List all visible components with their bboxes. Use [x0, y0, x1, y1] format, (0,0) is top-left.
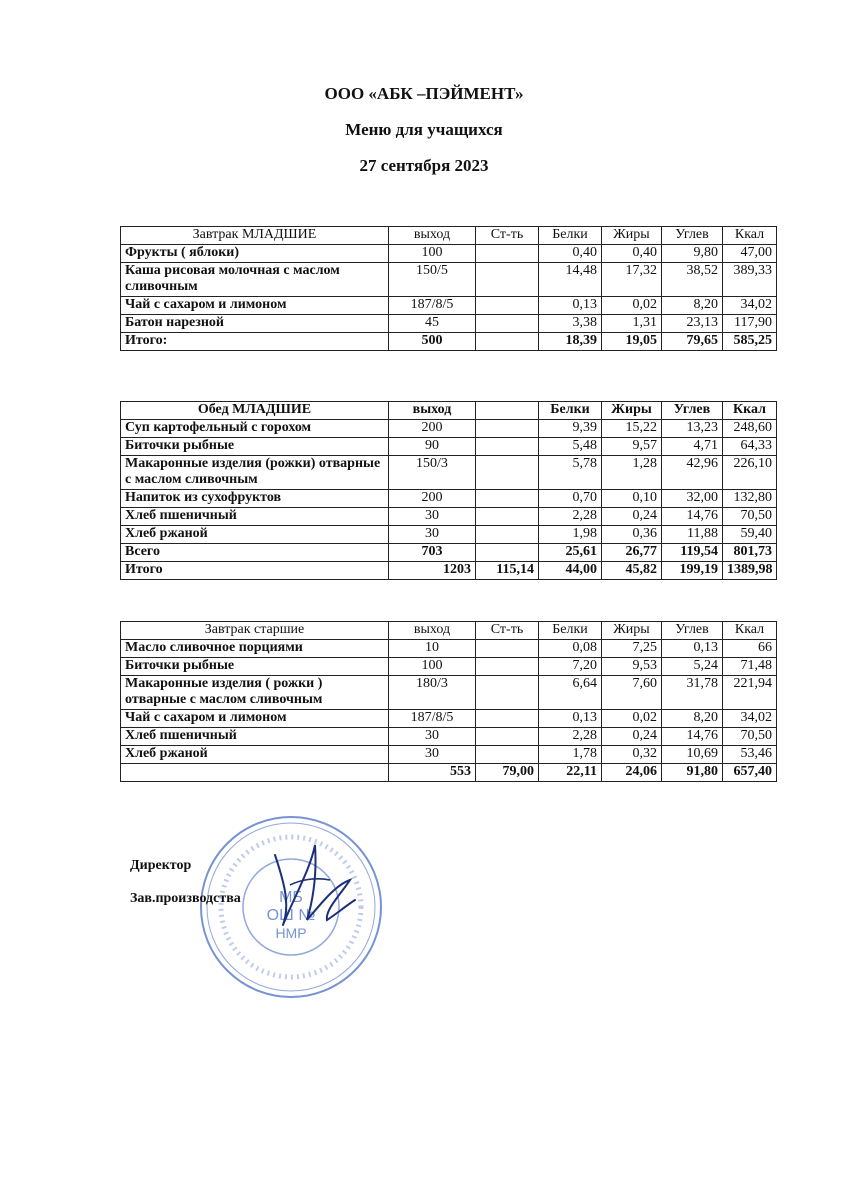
cell: 2,28 [539, 508, 602, 526]
cell: 0,24 [602, 728, 662, 746]
cell [476, 746, 539, 764]
dish-name: Фрукты ( яблоки) [121, 245, 389, 263]
cell: 0,02 [602, 710, 662, 728]
cell: 18,39 [539, 333, 602, 351]
table-row [121, 438, 777, 456]
column-header: Ккал [723, 227, 777, 245]
cell: 6,64 [539, 676, 602, 710]
total-row [121, 333, 777, 351]
cell: 187/8/5 [389, 710, 476, 728]
cell: 14,76 [662, 728, 723, 746]
table-row [121, 746, 777, 764]
table-row [121, 508, 777, 526]
dish-name: Батон нарезной [121, 315, 389, 333]
cell [476, 728, 539, 746]
cell: 8,20 [662, 297, 723, 315]
dish-name: Чай с сахаром и лимоном [121, 297, 389, 315]
breakfast-senior-table [120, 621, 777, 782]
cell: 0,13 [539, 710, 602, 728]
cell: 1,98 [539, 526, 602, 544]
cell: 26,77 [602, 544, 662, 562]
director-label: Директор [130, 858, 192, 873]
cell: 70,50 [723, 508, 777, 526]
cell: 5,78 [539, 456, 602, 490]
cell: 0,70 [539, 490, 602, 508]
cell: 47,00 [723, 245, 777, 263]
total-row [121, 764, 777, 782]
cell: 703 [389, 544, 476, 562]
table-row [121, 263, 777, 297]
cell: 10 [389, 640, 476, 658]
cell: 0,13 [662, 640, 723, 658]
cell: 44,00 [539, 562, 602, 580]
cell [476, 526, 539, 544]
column-header: Ст-ть [476, 227, 539, 245]
table-row [121, 658, 777, 676]
cell: 79,65 [662, 333, 723, 351]
cell [476, 297, 539, 315]
cell: 38,52 [662, 263, 723, 297]
cell [476, 710, 539, 728]
cell: 0,36 [602, 526, 662, 544]
cell: 7,20 [539, 658, 602, 676]
total-label: Итого: [121, 333, 389, 351]
cell: 248,60 [723, 420, 777, 438]
table-row [121, 640, 777, 658]
column-header: Углев [662, 622, 723, 640]
cell: 13,23 [662, 420, 723, 438]
cell: 4,71 [662, 438, 723, 456]
cell: 200 [389, 420, 476, 438]
cell: 0,24 [602, 508, 662, 526]
cell: 10,69 [662, 746, 723, 764]
cell: 42,96 [662, 456, 723, 490]
column-header: Обед МЛАДШИЕ [121, 402, 389, 420]
cell: 59,40 [723, 526, 777, 544]
svg-text:НМР: НМР [275, 925, 307, 941]
cell: 5,48 [539, 438, 602, 456]
column-header: Завтрак старшие [121, 622, 389, 640]
cell: 657,40 [723, 764, 777, 782]
cell: 9,39 [539, 420, 602, 438]
total-label: Итого [121, 562, 389, 580]
cell: 0,02 [602, 297, 662, 315]
lunch-junior-table [120, 401, 777, 580]
cell: 199,19 [662, 562, 723, 580]
column-header: выход [389, 227, 476, 245]
table-row [121, 490, 777, 508]
cell: 30 [389, 508, 476, 526]
cell: 70,50 [723, 728, 777, 746]
column-header: Ккал [723, 402, 777, 420]
cell: 3,38 [539, 315, 602, 333]
cell [476, 640, 539, 658]
table-row [121, 728, 777, 746]
dish-name: Напиток из сухофруктов [121, 490, 389, 508]
cell [476, 420, 539, 438]
column-header: Жиры [602, 227, 662, 245]
svg-text:ОШ №: ОШ № [266, 907, 316, 924]
cell: 15,22 [602, 420, 662, 438]
column-header: Ст-ть [476, 622, 539, 640]
cell: 117,90 [723, 315, 777, 333]
cell: 45 [389, 315, 476, 333]
column-header: Жиры [602, 402, 662, 420]
dish-name: Макаронные изделия (рожки) отварные с маслом сливочным [121, 456, 389, 490]
breakfast-junior-table [120, 226, 777, 351]
cell: 500 [389, 333, 476, 351]
cell: 389,33 [723, 263, 777, 297]
cell: 115,14 [476, 562, 539, 580]
cell: 187/8/5 [389, 297, 476, 315]
cell [476, 490, 539, 508]
dish-name: Хлеб ржаной [121, 526, 389, 544]
cell [476, 315, 539, 333]
column-header: выход [389, 622, 476, 640]
cell: 11,88 [662, 526, 723, 544]
cell [476, 456, 539, 490]
dish-name: Хлеб ржаной [121, 746, 389, 764]
cell: 9,53 [602, 658, 662, 676]
dish-name: Хлеб пшеничный [121, 728, 389, 746]
cell: 1389,98 [723, 562, 777, 580]
cell: 34,02 [723, 710, 777, 728]
cell: 31,78 [662, 676, 723, 710]
total-label [121, 764, 389, 782]
cell: 200 [389, 490, 476, 508]
cell: 71,48 [723, 658, 777, 676]
table-row [121, 297, 777, 315]
table-row [121, 526, 777, 544]
cell: 9,57 [602, 438, 662, 456]
cell: 1,31 [602, 315, 662, 333]
column-header: выход [389, 402, 476, 420]
cell: 132,80 [723, 490, 777, 508]
cell: 0,40 [602, 245, 662, 263]
dish-name: Биточки рыбные [121, 438, 389, 456]
dish-name: Масло сливочное порциями [121, 640, 389, 658]
menu-title: Меню для учащихся [345, 120, 503, 139]
table-header-row [121, 622, 777, 640]
column-header [476, 402, 539, 420]
cell: 0,40 [539, 245, 602, 263]
table-header-row [121, 402, 777, 420]
cell: 25,61 [539, 544, 602, 562]
table-row [121, 710, 777, 728]
production-head-label: Зав.производства [130, 891, 241, 906]
cell: 1203 [389, 562, 476, 580]
column-header: Углев [662, 227, 723, 245]
column-header: Углев [662, 402, 723, 420]
cell [476, 245, 539, 263]
cell: 221,94 [723, 676, 777, 710]
cell: 19,05 [602, 333, 662, 351]
dish-name: Хлеб пшеничный [121, 508, 389, 526]
svg-text:МБ: МБ [279, 889, 303, 906]
director-signature [255, 825, 365, 935]
cell: 45,82 [602, 562, 662, 580]
cell: 150/3 [389, 456, 476, 490]
cell: 30 [389, 526, 476, 544]
cell: 8,20 [662, 710, 723, 728]
column-header: Жиры [602, 622, 662, 640]
table-row [121, 456, 777, 490]
cell: 64,33 [723, 438, 777, 456]
company-name: ООО «АБК –ПЭЙМЕНТ» [324, 84, 524, 103]
menu-date: 27 сентября 2023 [359, 156, 489, 175]
cell: 91,80 [662, 764, 723, 782]
cell [476, 263, 539, 297]
cell: 79,00 [476, 764, 539, 782]
cell: 585,25 [723, 333, 777, 351]
cell [476, 333, 539, 351]
column-header: Белки [539, 402, 602, 420]
cell: 180/3 [389, 676, 476, 710]
cell: 90 [389, 438, 476, 456]
cell: 9,80 [662, 245, 723, 263]
table-row [121, 245, 777, 263]
subtotal-row [121, 544, 777, 562]
cell: 119,54 [662, 544, 723, 562]
cell: 0,13 [539, 297, 602, 315]
cell: 66 [723, 640, 777, 658]
cell: 30 [389, 728, 476, 746]
column-header: Белки [539, 227, 602, 245]
cell [476, 676, 539, 710]
cell: 5,24 [662, 658, 723, 676]
cell: 17,32 [602, 263, 662, 297]
cell: 2,28 [539, 728, 602, 746]
subtotal-label: Всего [121, 544, 389, 562]
cell: 801,73 [723, 544, 777, 562]
cell: 34,02 [723, 297, 777, 315]
cell: 226,10 [723, 456, 777, 490]
cell: 32,00 [662, 490, 723, 508]
cell: 0,08 [539, 640, 602, 658]
cell: 100 [389, 658, 476, 676]
cell: 1,28 [602, 456, 662, 490]
table-row [121, 676, 777, 710]
cell: 0,10 [602, 490, 662, 508]
cell [476, 658, 539, 676]
dish-name: Чай с сахаром и лимоном [121, 710, 389, 728]
total-row [121, 562, 777, 580]
cell: 150/5 [389, 263, 476, 297]
column-header: Завтрак МЛАДШИЕ [121, 227, 389, 245]
column-header: Ккал [723, 622, 777, 640]
column-header: Белки [539, 622, 602, 640]
table-header-row [121, 227, 777, 245]
cell: 7,60 [602, 676, 662, 710]
cell: 22,11 [539, 764, 602, 782]
table-row [121, 315, 777, 333]
dish-name: Каша рисовая молочная с маслом сливочным [121, 263, 389, 297]
dish-name: Биточки рыбные [121, 658, 389, 676]
cell: 14,76 [662, 508, 723, 526]
cell [476, 544, 539, 562]
cell [476, 508, 539, 526]
table-row [121, 420, 777, 438]
cell [476, 438, 539, 456]
cell: 7,25 [602, 640, 662, 658]
cell: 553 [389, 764, 476, 782]
cell: 14,48 [539, 263, 602, 297]
cell: 53,46 [723, 746, 777, 764]
cell: 1,78 [539, 746, 602, 764]
dish-name: Суп картофельный с горохом [121, 420, 389, 438]
cell: 24,06 [602, 764, 662, 782]
cell: 100 [389, 245, 476, 263]
cell: 23,13 [662, 315, 723, 333]
cell: 30 [389, 746, 476, 764]
cell: 0,32 [602, 746, 662, 764]
dish-name: Макаронные изделия ( рожки ) отварные с маслом сливочным [121, 676, 389, 710]
